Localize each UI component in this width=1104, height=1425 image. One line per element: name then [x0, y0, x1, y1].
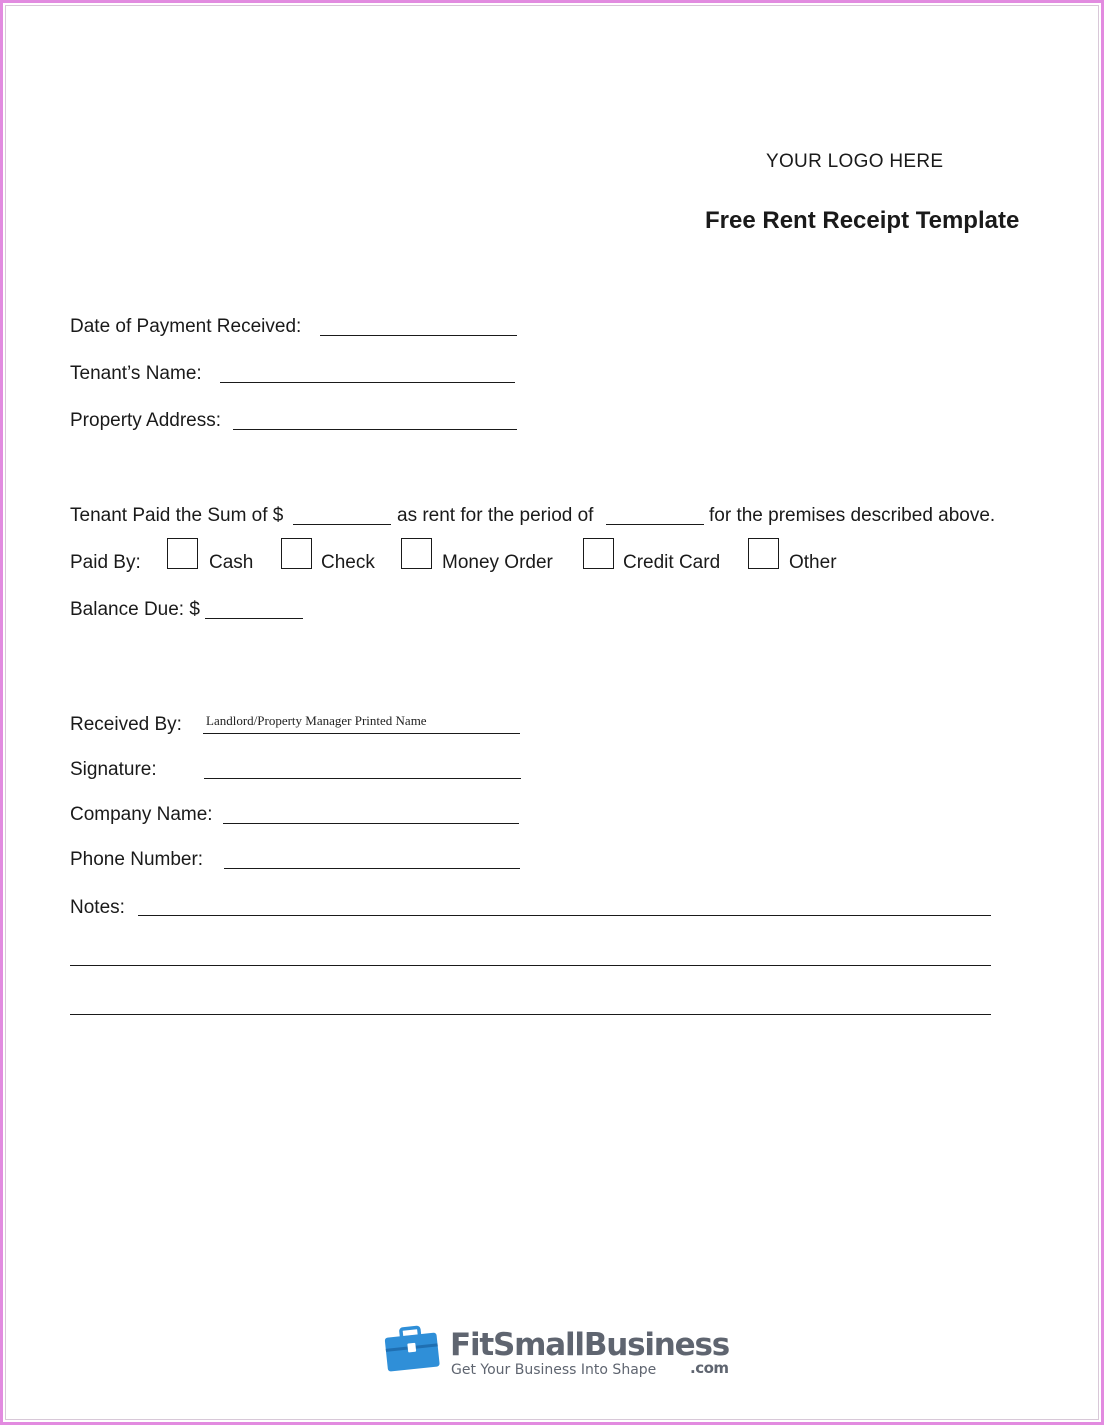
notes-line-1[interactable]: [138, 915, 991, 916]
check-label: Check: [321, 552, 375, 573]
other-label: Other: [789, 552, 837, 573]
money-order-checkbox[interactable]: [401, 538, 432, 569]
received-by-hint: Landlord/Property Manager Printed Name: [206, 713, 427, 728]
paid-by-label: Paid By:: [70, 552, 141, 573]
company-name-label: Company Name:: [70, 804, 213, 825]
logo-placeholder: YOUR LOGO HERE: [766, 151, 944, 172]
brand-domain: .com: [690, 1359, 729, 1377]
check-checkbox[interactable]: [281, 538, 312, 569]
notes-line-3[interactable]: [70, 1014, 991, 1015]
tenant-name-field-line[interactable]: [220, 382, 515, 383]
cash-label: Cash: [209, 552, 254, 573]
sum-field-line[interactable]: [293, 524, 391, 525]
notes-line-2[interactable]: [70, 965, 991, 966]
brand-name: FitSmallBusiness: [450, 1327, 729, 1363]
date-label: Date of Payment Received:: [70, 316, 302, 337]
notes-label: Notes:: [70, 897, 125, 918]
other-checkbox[interactable]: [748, 538, 779, 569]
brand-tagline: Get Your Business Into Shape: [451, 1362, 657, 1378]
credit-card-label: Credit Card: [623, 552, 721, 573]
phone-number-label: Phone Number:: [70, 849, 204, 870]
phone-number-field-line[interactable]: [224, 868, 520, 869]
sum-label: Tenant Paid the Sum of $: [70, 505, 284, 526]
balance-due-field-line[interactable]: [205, 618, 303, 619]
money-order-label: Money Order: [442, 552, 553, 573]
received-by-field-line[interactable]: [203, 733, 520, 734]
date-field-line[interactable]: [320, 335, 517, 336]
credit-card-checkbox[interactable]: [583, 538, 614, 569]
company-name-field-line[interactable]: [223, 823, 519, 824]
tenant-name-label: Tenant’s Name:: [70, 363, 202, 384]
signature-label: Signature:: [70, 759, 157, 780]
briefcase-icon: [383, 1322, 443, 1374]
premises-label: for the premises described above.: [709, 505, 996, 526]
period-field-line[interactable]: [606, 524, 704, 525]
property-address-label: Property Address:: [70, 410, 222, 431]
period-label: as rent for the period of: [397, 505, 594, 526]
signature-field-line[interactable]: [204, 778, 521, 779]
cash-checkbox[interactable]: [167, 538, 198, 569]
page-title: Free Rent Receipt Template: [705, 207, 1020, 234]
received-by-label: Received By:: [70, 714, 182, 735]
property-address-field-line[interactable]: [233, 429, 517, 430]
balance-due-label: Balance Due: $: [70, 599, 200, 620]
